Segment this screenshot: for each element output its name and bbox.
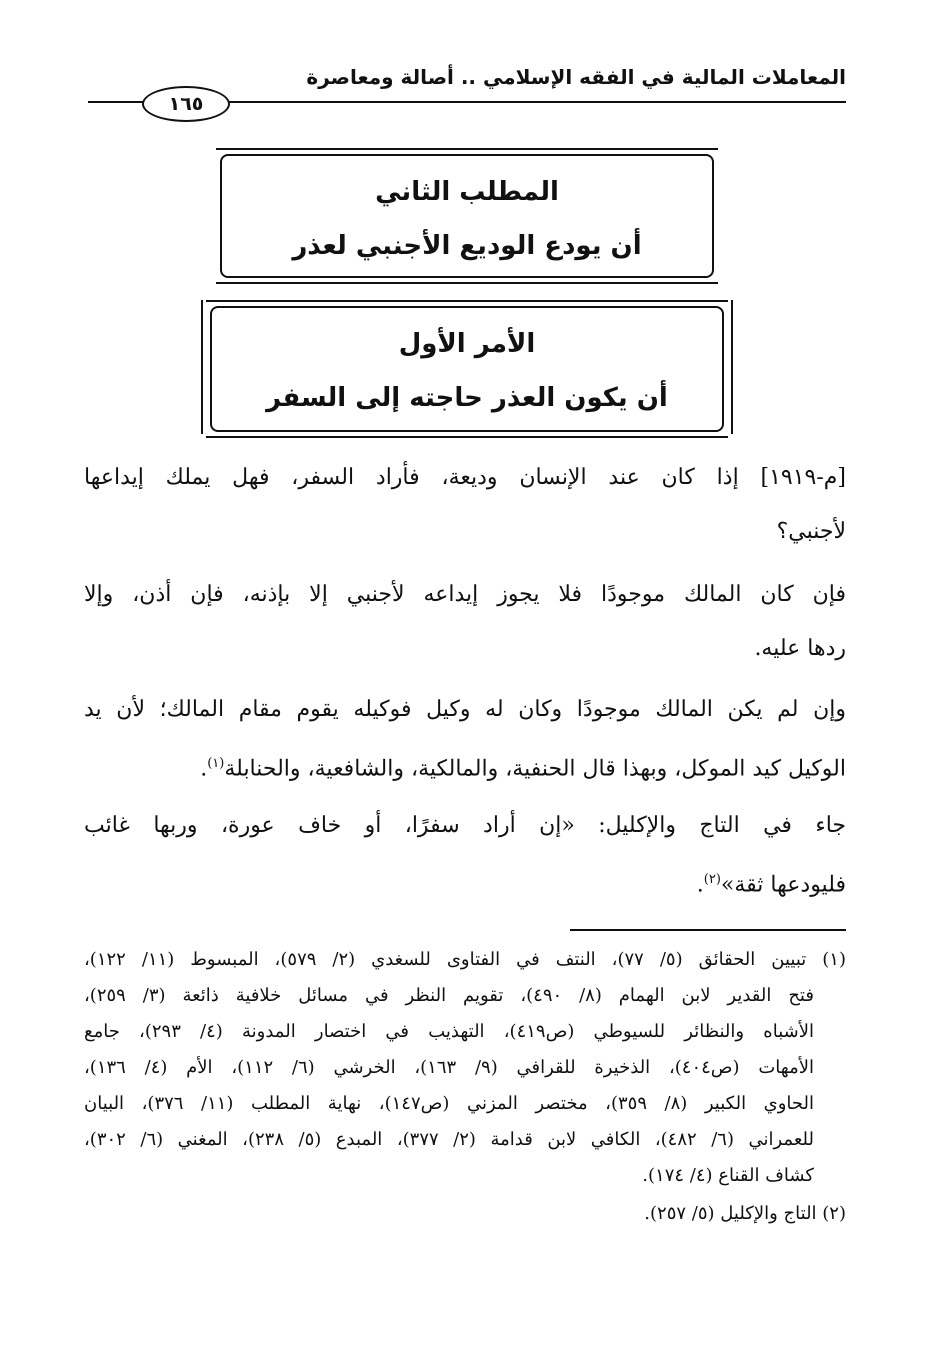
footnote-1-line-7: كشاف القناع (٤/ ١٧٤).	[642, 1165, 814, 1186]
paragraph-4-line-1: جاء في التاج والإكليل: «إن أراد سفرًا، أو خاف عورة، وربها غائب	[84, 813, 846, 838]
footnote-1-line-6: للعمراني (٦/ ٤٨٢)، الكافي لابن قدامة (٢/ ٣٧٧)، المبدع (٥/ ٢٣٨)، المغني (٦/ ٣٠٢)،	[84, 1129, 814, 1150]
section-heading-line2: أن يودع الوديع الأجنبي لعذر	[292, 231, 642, 261]
paragraph-4-line-2	[84, 860, 846, 900]
paragraph-3-line-2	[84, 744, 846, 784]
paragraph-2-line-2: ردها عليه.	[754, 636, 846, 661]
footnote-separator	[570, 929, 846, 931]
footnote-ref-2[interactable]: (٢)	[703, 872, 721, 887]
subsection-left-bar	[201, 300, 203, 434]
page-number: ١٦٥	[142, 86, 230, 122]
footnote-1-line-3: الأشباه والنظائر للسيوطي (ص٤١٩)، التهذيب في اختصار المدونة (٤/ ٢٩٣)، جامع	[84, 1021, 814, 1042]
paragraph-2-line-1: فإن كان المالك موجودًا فلا يجوز إيداعه لأجنبي إلا بإذنه، فإن أذن، وإلا	[84, 582, 846, 607]
subsection-heading-line1: الأمر الأول	[398, 329, 536, 359]
paragraph-3-line-2-text: الوكيل كيد الموكل، وبهذا قال الحنفية، والمالكية، والشافعية، والحنابلة	[224, 756, 846, 782]
footnote-1-line-4: الأمهات (ص٤٠٤)، الذخيرة للقرافي (٩/ ١٦٣)، الخرشي (٦/ ١١٢)، الأم (٤/ ١٣٦)،	[84, 1057, 814, 1078]
paragraph-3-line-1: وإن لم يكن المالك موجودًا وكان له وكيل فوكيله يقوم مقام المالك؛ لأن يد	[84, 697, 847, 722]
running-header-title: المعاملات المالية في الفقه الإسلامي .. أصالة ومعاصرة	[306, 65, 846, 89]
footnote-ref-1[interactable]: (١)	[207, 756, 225, 771]
paragraph-1-line-2: لأجنبي؟	[776, 519, 846, 544]
footnote-1-line-1: (١) تبيين الحقائق (٥/ ٧٧)، النتف في الفتاوى للسغدي (٢/ ٥٧٩)، المبسوط (١١/ ١٢٢)،	[84, 949, 846, 970]
paragraph-3-period: .	[200, 756, 208, 782]
paragraph-4-line-2-text: فليودعها ثقة»	[720, 872, 846, 898]
subsection-heading-line2: أن يكون العذر حاجته إلى السفر	[266, 383, 668, 413]
paragraph-1-line-1: [م-١٩١٩] إذا كان عند الإنسان وديعة، فأراد السفر، فهل يملك إيداعها	[84, 465, 846, 490]
section-heading-line1: المطلب الثاني	[375, 177, 559, 207]
footnote-1-line-2: فتح القدير لابن الهمام (٨/ ٤٩٠)، تقويم النظر في مسائل خلافية ذائعة (٣/ ٢٥٩)،	[84, 985, 814, 1006]
subsection-right-bar	[731, 300, 733, 434]
footnote-2: (٢) التاج والإكليل (٥/ ٢٥٧).	[644, 1203, 846, 1224]
paragraph-4-period: .	[696, 872, 704, 898]
section-heading-box	[216, 148, 718, 284]
footnote-1-line-5: الحاوي الكبير (٨/ ٣٥٩)، مختصر المزني (ص١٤٧)، نهاية المطلب (١١/ ٣٧٦)، البيان	[84, 1093, 814, 1114]
subsection-heading-box	[206, 300, 728, 438]
